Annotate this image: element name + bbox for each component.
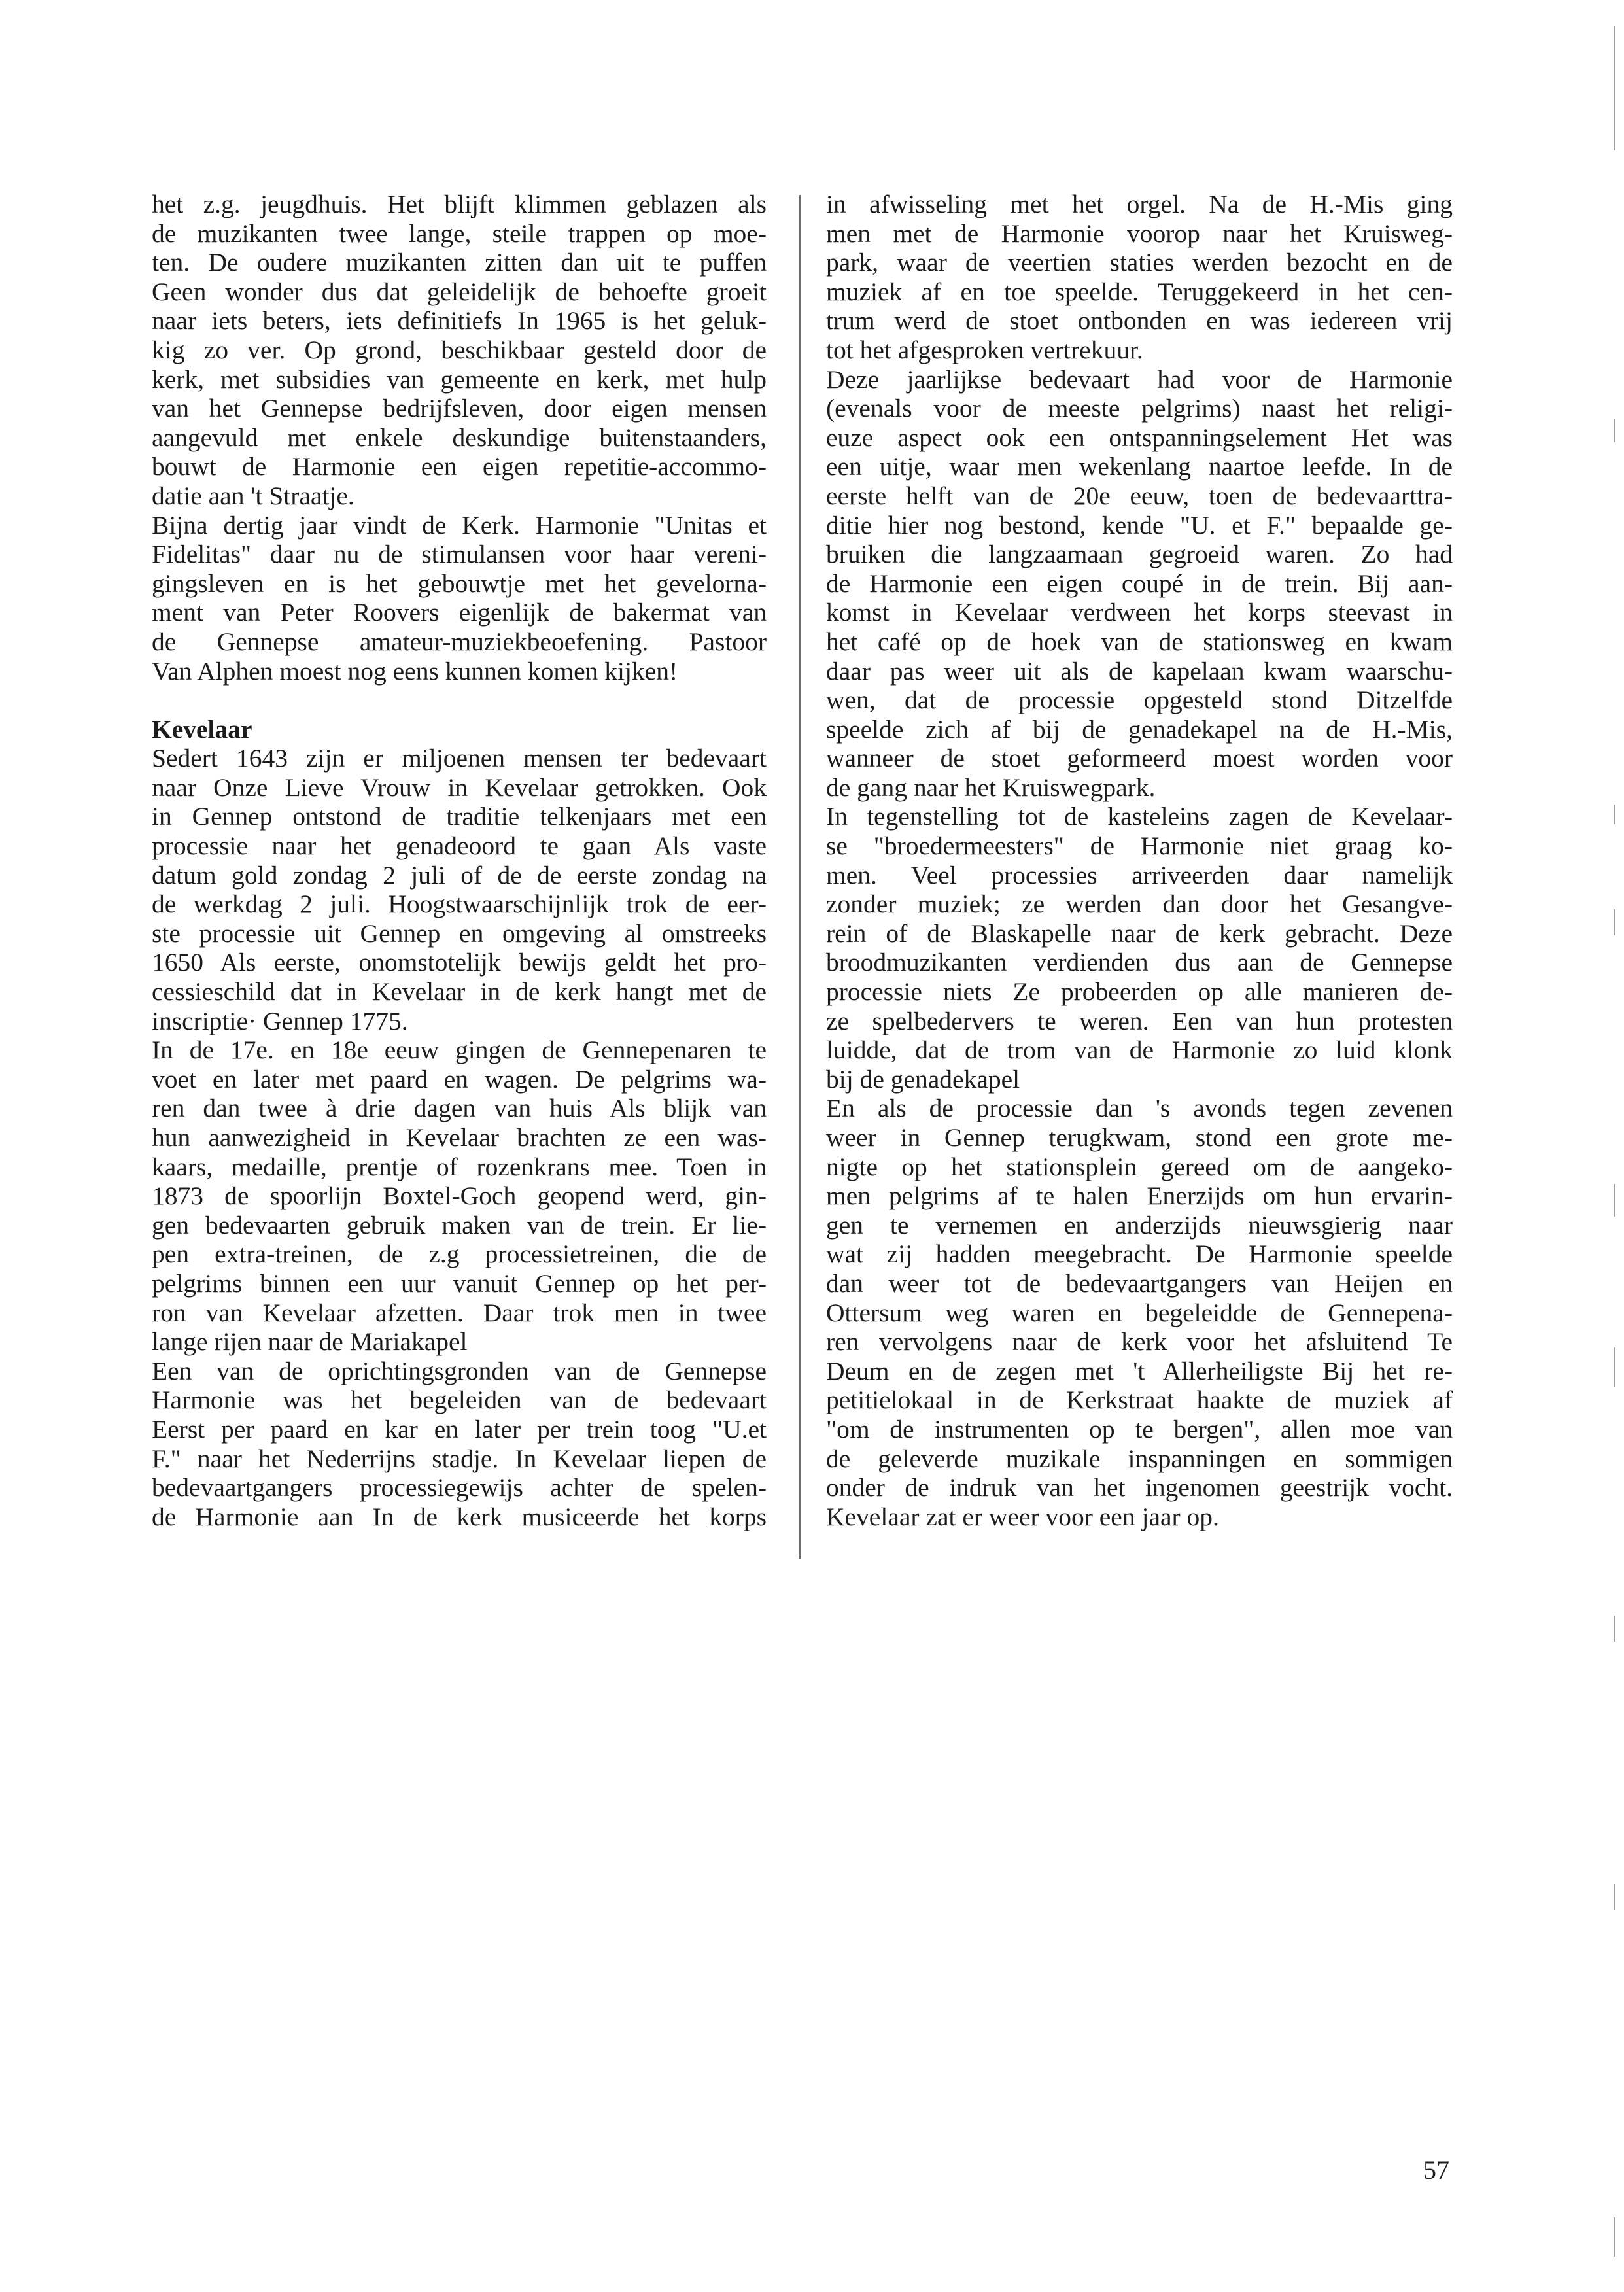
text-line: In de 17e. en 18e eeuw gingen de Gennepenaren te — [152, 1035, 767, 1065]
text-line: gen bedevaarten gebruik maken van de trein. Er lie- — [152, 1210, 767, 1240]
text-line: ment van Peter Roovers eigenlijk de bakermat van — [152, 598, 767, 627]
paragraph — [826, 190, 1453, 365]
text-line: men pelgrims af te halen Enerzijds om hun ervarin- — [826, 1181, 1453, 1211]
text-line: nigte op het stationsplein gereed om de aangeko- — [826, 1152, 1453, 1181]
text-line: kerk, met subsidies van gemeente en kerk, met hulp — [152, 364, 767, 394]
text-line: Deze jaarlijkse bedevaart had voor de Harmonie — [826, 364, 1453, 394]
text-line: 1650 Als eerste, onomstotelijk bewijs geldt het pro- — [152, 948, 767, 977]
text-line: dan weer tot de bedevaartgangers van Heijen en — [826, 1268, 1453, 1298]
text-line: onder de indruk van het ingenomen geestrijk vocht. — [826, 1473, 1453, 1502]
text-line: cessieschild dat in Kevelaar in de kerk hangt met de — [152, 977, 767, 1007]
paragraph — [152, 1357, 767, 1532]
text-line: broodmuzikanten verdienden dus aan de Gennepse — [826, 948, 1453, 977]
text-line: bruiken die langzaamaan gegroeid waren. Zo had — [826, 540, 1453, 569]
left-column — [152, 190, 767, 1531]
text-line: pelgrims binnen een uur vanuit Gennep op het per- — [152, 1268, 767, 1298]
scan-edge-mark — [1614, 909, 1615, 935]
paragraph — [152, 511, 767, 686]
scan-edge-mark — [1614, 2217, 1615, 2257]
text-line: weer in Gennep terugkwam, stond een grote me- — [826, 1123, 1453, 1152]
text-line: kig zo ver. Op grond, beschikbaar gesteld door de — [152, 335, 767, 364]
text-line: park, waar de veertien staties werden bezocht en de — [826, 248, 1453, 277]
text-line: En als de processie dan 's avonds tegen zevenen — [826, 1094, 1453, 1123]
text-line: de muzikanten twee lange, steile trappen op moe- — [152, 218, 767, 248]
scan-edge-mark — [1614, 1184, 1615, 1217]
text-line: wat zij hadden meegebracht. De Harmonie speelde — [826, 1240, 1453, 1269]
right-column — [826, 190, 1453, 1531]
text-line: Eerst per paard en kar en later per trein toog "U.et — [152, 1414, 767, 1444]
text-line: hun aanwezigheid in Kevelaar brachten ze een was- — [152, 1123, 767, 1152]
text-line: "om de instrumenten op te bergen", allen moe van — [826, 1414, 1453, 1444]
column-divider — [799, 195, 801, 1559]
text-line: petitielokaal in de Kerkstraat haakte de muziek af — [826, 1385, 1453, 1415]
text-line: trum werd de stoet ontbonden en was iedereen vrij — [826, 306, 1453, 336]
text-line: Deum en de zegen met 't Allerheiligste Bij het re- — [826, 1356, 1453, 1385]
text-line: ron van Kevelaar afzetten. Daar trok men in twee — [152, 1298, 767, 1327]
text-line: In tegenstelling tot de kasteleins zagen de Kevelaar- — [826, 802, 1453, 831]
text-line: Bijna dertig jaar vindt de Kerk. Harmonie "Unitas et — [152, 510, 767, 540]
text-line: Een van de oprichtingsgronden van de Gennepse — [152, 1356, 767, 1385]
paragraph — [152, 1035, 767, 1357]
text-line: Ottersum weg waren en begeleidde de Gennepena- — [826, 1298, 1453, 1327]
text-line: komst in Kevelaar verdween het korps steevast in — [826, 598, 1453, 627]
text-line: bij de genadekapel — [826, 1064, 1020, 1094]
text-line: inscriptie· Gennep 1775. — [152, 1006, 408, 1035]
text-line: processie naar het genadeoord te gaan Als vaste — [152, 831, 767, 861]
text-line: luidde, dat de trom van de Harmonie zo luid klonk — [826, 1035, 1453, 1065]
text-line: naar iets beters, iets definitiefs In 1965 is het geluk- — [152, 306, 767, 336]
text-line: ten. De oudere muzikanten zitten dan uit te puffen — [152, 248, 767, 277]
text-line: aangevuld met enkele deskundige buitenstaanders, — [152, 423, 767, 452]
text-line: in Gennep ontstond de traditie telkenjaars met een — [152, 802, 767, 831]
text-line: lange rijen naar de Mariakapel — [152, 1327, 468, 1357]
text-line: daar pas weer uit als de kapelaan kwam waarschu- — [826, 656, 1453, 686]
text-line: datum gold zondag 2 juli of de de eerste zondag na — [152, 860, 767, 890]
scan-edge-mark — [1614, 1347, 1615, 1387]
text-line: ste processie uit Gennep en omgeving al omstreeks — [152, 918, 767, 948]
text-line: men met de Harmonie voorop naar het Kruisweg- — [826, 218, 1453, 248]
text-line: de Gennepse amateur-muziekbeoefening. Pastoor — [152, 627, 767, 656]
text-line: ren vervolgens naar de kerk voor het afsluitend Te — [826, 1327, 1453, 1357]
text-line: kaars, medaille, prentje of rozenkrans mee. Toen in — [152, 1152, 767, 1181]
text-line: bouwt de Harmonie een eigen repetitie-accommo- — [152, 452, 767, 481]
text-line: eerste helft van de 20e eeuw, toen de bedevaarttra- — [826, 481, 1453, 510]
text-line: men. Veel processies arriveerden daar namelijk — [826, 860, 1453, 890]
paragraph — [826, 365, 1453, 803]
text-line: zonder muziek; ze werden dan door het Gesangve- — [826, 890, 1453, 919]
text-line: pen extra-treinen, de z.g processietreinen, die de — [152, 1240, 767, 1269]
text-line: Fidelitas" daar nu de stimulansen voor haar vereni- — [152, 540, 767, 569]
text-line: de werkdag 2 juli. Hoogstwaarschijnlijk trok de eer- — [152, 890, 767, 919]
text-line: ze spelbedervers te weren. Een van hun protesten — [826, 1006, 1453, 1035]
text-line: Harmonie was het begeleiden van de bedevaart — [152, 1385, 767, 1415]
text-line: Geen wonder dus dat geleidelijk de behoefte groeit — [152, 277, 767, 306]
paragraph — [152, 190, 767, 511]
text-line: bedevaartgangers processiegewijs achter de spelen- — [152, 1473, 767, 1502]
text-line: de Harmonie aan In de kerk musiceerde het korps — [152, 1502, 767, 1531]
text-line: de Harmonie een eigen coupé in de trein. Bij aan- — [826, 568, 1453, 598]
text-line: wanneer de stoet geformeerd moest worden voor — [826, 744, 1453, 773]
spacer — [152, 686, 767, 715]
section-heading: Kevelaar — [152, 714, 252, 744]
text-line: het z.g. jeugdhuis. Het blijft klimmen geblazen als — [152, 190, 767, 218]
text-line: Van Alphen moest nog eens kunnen komen kijken! — [152, 656, 678, 686]
text-line: de gang naar het Kruiswegpark. — [826, 773, 1156, 802]
text-line: tot het afgesproken vertrekuur. — [826, 335, 1143, 364]
text-line: muziek af en toe speelde. Teruggekeerd in het cen- — [826, 277, 1453, 306]
text-line: het café op de hoek van de stationsweg en kwam — [826, 627, 1453, 656]
text-line: Sedert 1643 zijn er miljoenen mensen ter bedevaart — [152, 744, 767, 773]
text-line: wen, dat de processie opgesteld stond Ditzelfde — [826, 686, 1453, 715]
text-line: de geleverde muzikale inspanningen en sommigen — [826, 1444, 1453, 1473]
paragraph — [826, 1094, 1453, 1531]
text-line: processie niets Ze probeerden op alle manieren de- — [826, 977, 1453, 1007]
text-line: gingsleven en is het gebouwtje met het gevelorna- — [152, 568, 767, 598]
text-line: in afwisseling met het orgel. Na de H.-Mis ging — [826, 190, 1453, 218]
text-line: datie aan 't Straatje. — [152, 481, 354, 510]
text-line: Kevelaar zat er weer voor een jaar op. — [826, 1502, 1219, 1531]
text-line: euze aspect ook een ontspanningselement Het was — [826, 423, 1453, 452]
paragraph — [826, 802, 1453, 1094]
scan-edge-mark — [1614, 1884, 1615, 1910]
text-line: ren dan twee à drie dagen van huis Als blijk van — [152, 1094, 767, 1123]
text-line: voet en later met paard en wagen. De pelgrims wa- — [152, 1064, 767, 1094]
paragraph — [152, 744, 767, 1035]
scan-edge-mark — [1614, 26, 1615, 150]
scan-edge-mark — [1614, 1616, 1615, 1642]
text-line: naar Onze Lieve Vrouw in Kevelaar getrokken. Ook — [152, 773, 767, 802]
text-line: gen te vernemen en anderzijds nieuwsgierig naar — [826, 1210, 1453, 1240]
page-number: 57 — [1423, 2155, 1449, 2185]
scan-edge-mark — [1614, 805, 1615, 824]
text-line: 1873 de spoorlijn Boxtel-Goch geopend werd, gin- — [152, 1181, 767, 1211]
text-line: een uitje, waar men wekenlang naartoe leefde. In de — [826, 452, 1453, 481]
text-line: (evenals voor de meeste pelgrims) naast het religi- — [826, 394, 1453, 423]
scan-edge-mark — [1614, 419, 1615, 442]
text-line: rein of de Blaskapelle naar de kerk gebracht. Deze — [826, 918, 1453, 948]
text-line: speelde zich af bij de genadekapel na de H.-Mis, — [826, 714, 1453, 744]
text-line: van het Gennepse bedrijfsleven, door eigen mensen — [152, 394, 767, 423]
text-line: se "broedermeesters" de Harmonie niet graag ko- — [826, 831, 1453, 861]
text-line: ditie hier nog bestond, kende "U. et F." bepaalde ge- — [826, 510, 1453, 540]
text-line: F." naar het Nederrijns stadje. In Kevelaar liepen de — [152, 1444, 767, 1473]
